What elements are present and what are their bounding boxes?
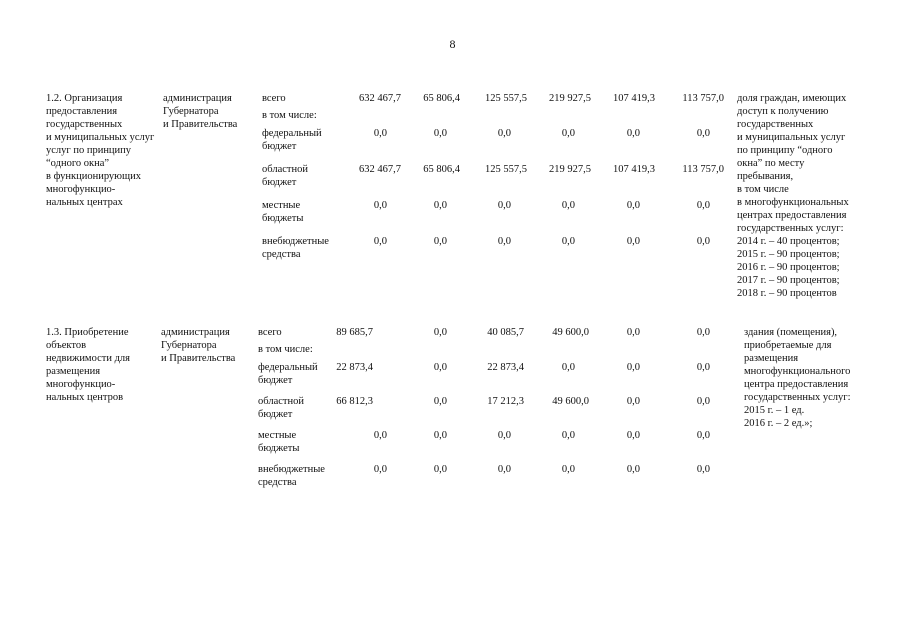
value-cell: 219 927,5 [549, 93, 591, 104]
value-cell: 0,0 [433, 236, 447, 247]
value-cell: 22 873,4 [487, 362, 524, 373]
value-cell: 632 467,7 [359, 93, 401, 104]
value-cell: 0,0 [626, 236, 640, 247]
funding-label-regional: областной бюджет [258, 396, 304, 420]
value-cell: 0,0 [696, 128, 710, 139]
funding-label-extrabudgetary: внебюджетные средства [258, 464, 325, 488]
value-cell: 66 812,3 [336, 396, 373, 407]
funding-label-including: в том числе: [262, 110, 317, 121]
page-number: 8 [449, 37, 456, 51]
value-cell: 0,0 [497, 430, 511, 441]
value-cell: 0,0 [433, 362, 447, 373]
value-cell: 22 873,4 [336, 362, 373, 373]
value-cell: 65 806,4 [423, 164, 460, 175]
funding-label-local: местные бюджеты [258, 430, 300, 454]
value-cell: 0,0 [696, 236, 710, 247]
funding-label-local: местные бюджеты [262, 200, 304, 224]
value-cell: 0,0 [373, 128, 387, 139]
funding-label-total: всего [258, 327, 282, 338]
value-cell: 0,0 [696, 464, 710, 475]
responsible-agency: администрация Губернатора и Правительства [163, 93, 238, 130]
value-cell: 113 757,0 [682, 164, 724, 175]
funding-label-federal: федеральный бюджет [258, 362, 318, 386]
expected-outcome: доля граждан, имеющих доступ к получению государственных и муниципальных услуг по принципу “одного окна” по месту пребывания, в том числе в многофункциональных центрах предоставления государственных услуг: 2014 г. – 40 процентов; 2015 г. – 90 процентов; 2016 г. – 90 процентов; 2017 г. – 90 процентов; 2018 г. – 90 процентов [737, 93, 849, 299]
funding-label-total: всего [262, 93, 286, 104]
value-cell: 0,0 [433, 200, 447, 211]
value-cell: 0,0 [497, 464, 511, 475]
value-cell: 219 927,5 [549, 164, 591, 175]
value-cell: 0,0 [561, 128, 575, 139]
value-cell: 0,0 [373, 236, 387, 247]
value-cell: 40 085,7 [487, 327, 524, 338]
value-cell: 49 600,0 [552, 396, 589, 407]
value-cell: 89 685,7 [336, 327, 373, 338]
value-cell: 0,0 [497, 200, 511, 211]
section-title: 1.2. Организация предоставления государственных и муниципальных услуг услуг по принципу “одного окна” в функционирующих многофункцио- нальных центрах [46, 93, 155, 208]
value-cell: 17 212,3 [487, 396, 524, 407]
value-cell: 125 557,5 [485, 164, 527, 175]
value-cell: 0,0 [696, 200, 710, 211]
value-cell: 0,0 [561, 200, 575, 211]
value-cell: 0,0 [626, 464, 640, 475]
responsible-agency: администрация Губернатора и Правительства [161, 327, 236, 364]
value-cell: 0,0 [497, 128, 511, 139]
value-cell: 0,0 [433, 396, 447, 407]
expected-outcome: здания (помещения), приобретаемые для размещения многофункционального центра предоставления государственных услуг: 2015 г. – 1 ед. 2016 г. – 2 ед.»; [744, 327, 851, 429]
value-cell: 0,0 [561, 464, 575, 475]
funding-label-including: в том числе: [258, 344, 313, 355]
value-cell: 0,0 [696, 396, 710, 407]
value-cell: 0,0 [626, 396, 640, 407]
value-cell: 0,0 [373, 430, 387, 441]
value-cell: 0,0 [696, 327, 710, 338]
value-cell: 0,0 [626, 327, 640, 338]
funding-label-federal: федеральный бюджет [262, 128, 322, 152]
value-cell: 49 600,0 [552, 327, 589, 338]
value-cell: 125 557,5 [485, 93, 527, 104]
value-cell: 0,0 [433, 327, 447, 338]
value-cell: 0,0 [696, 430, 710, 441]
value-cell: 113 757,0 [682, 93, 724, 104]
value-cell: 0,0 [433, 464, 447, 475]
value-cell: 0,0 [626, 430, 640, 441]
value-cell: 632 467,7 [359, 164, 401, 175]
funding-label-extrabudgetary: внебюджетные средства [262, 236, 329, 260]
value-cell: 0,0 [433, 430, 447, 441]
value-cell: 0,0 [696, 362, 710, 373]
value-cell: 0,0 [561, 236, 575, 247]
value-cell: 107 419,3 [613, 164, 655, 175]
value-cell: 107 419,3 [613, 93, 655, 104]
value-cell: 0,0 [497, 236, 511, 247]
value-cell: 0,0 [626, 362, 640, 373]
value-cell: 0,0 [433, 128, 447, 139]
value-cell: 65 806,4 [423, 93, 460, 104]
value-cell: 0,0 [561, 362, 575, 373]
value-cell: 0,0 [626, 200, 640, 211]
funding-label-regional: областной бюджет [262, 164, 308, 188]
section-title: 1.3. Приобретение объектов недвижимости для размещения многофункцио- нальных центров [46, 327, 130, 403]
value-cell: 0,0 [373, 464, 387, 475]
value-cell: 0,0 [373, 200, 387, 211]
value-cell: 0,0 [561, 430, 575, 441]
value-cell: 0,0 [626, 128, 640, 139]
